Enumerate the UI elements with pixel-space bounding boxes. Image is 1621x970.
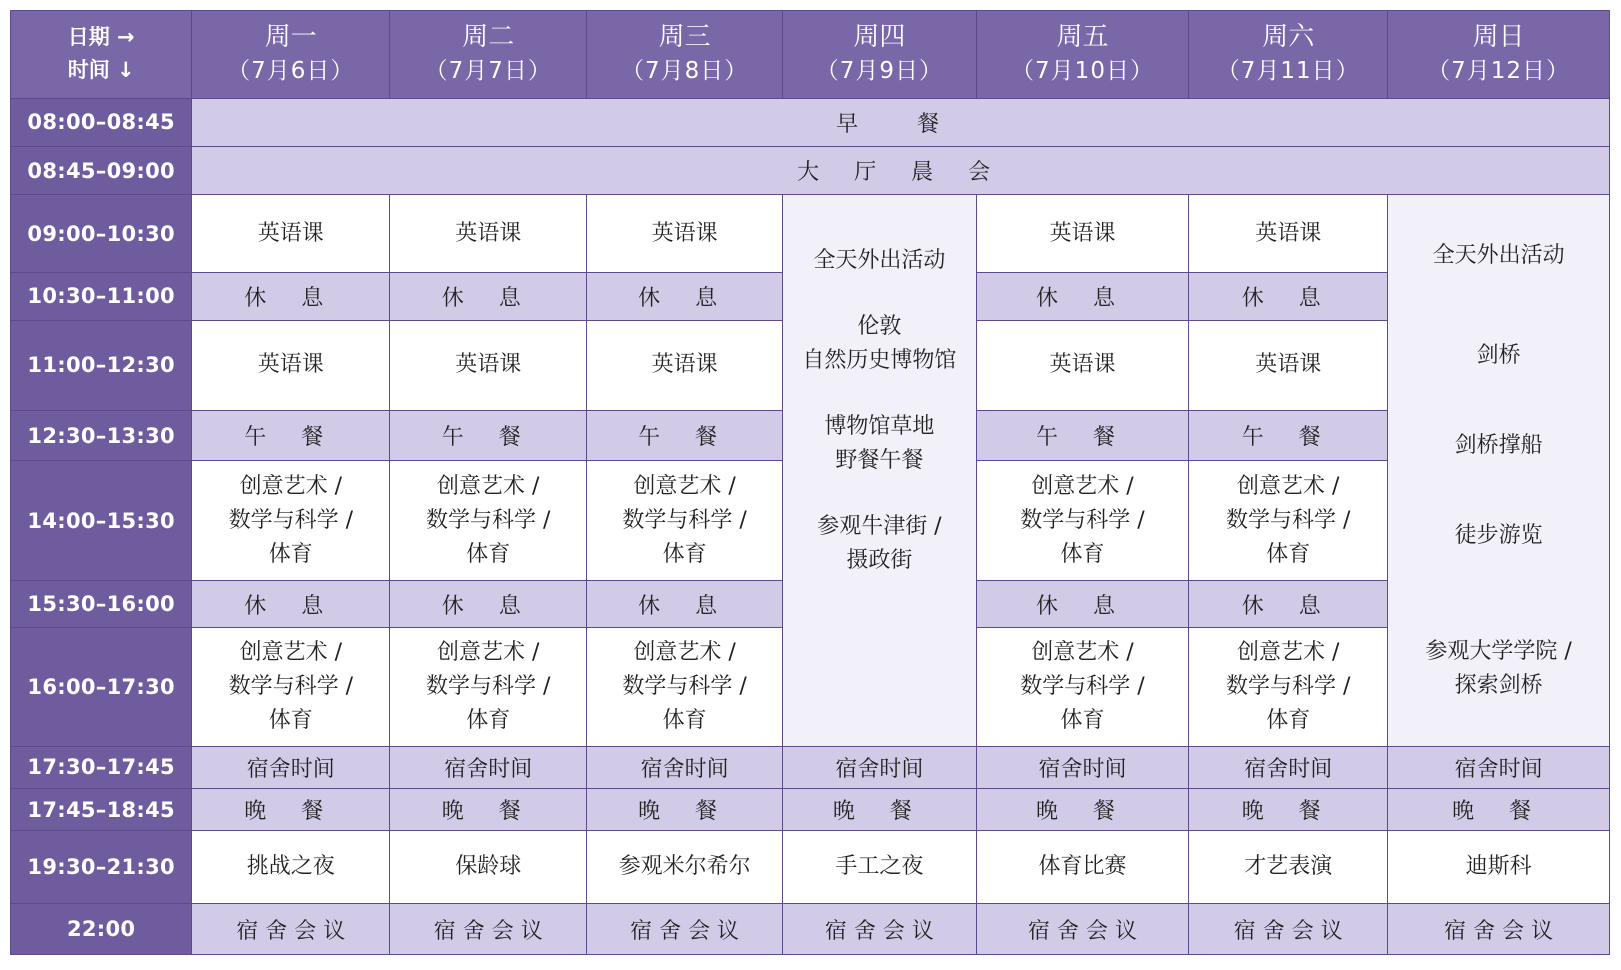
creative-line: 创意艺术 / xyxy=(1236,639,1340,665)
english-class-cell: 英语课 xyxy=(390,195,587,272)
dorm-time-cell: 宿舍时间 xyxy=(390,746,587,788)
dorm-time-cell: 宿舍时间 xyxy=(587,746,783,788)
math-science-line: 数学与科学 / xyxy=(1225,673,1351,699)
break-cell: 休 息 xyxy=(587,272,783,320)
pe-line: 体育 xyxy=(466,707,511,733)
day-name: 周日 xyxy=(1472,22,1525,53)
creative-class-cell xyxy=(976,628,1188,747)
header-row xyxy=(11,11,1610,99)
table-row xyxy=(11,147,1610,195)
dorm-time-cell: 宿舍时间 xyxy=(1388,746,1610,788)
math-science-line: 数学与科学 / xyxy=(1020,673,1145,699)
creative-line: 创意艺术 / xyxy=(437,639,540,665)
creative-class-cell xyxy=(192,461,390,581)
lunch-cell: 午 餐 xyxy=(192,410,390,460)
creative-line: 创意艺术 / xyxy=(1031,639,1134,665)
pe-line: 体育 xyxy=(662,541,707,567)
creative-class-cell xyxy=(1189,628,1388,747)
time-slot: 15:30–16:00 xyxy=(11,580,192,627)
day-date: （7月11日） xyxy=(1216,58,1360,85)
evening-activity-cell: 才艺表演 xyxy=(1189,831,1388,904)
math-science-line: 数学与科学 / xyxy=(426,673,551,699)
day-name: 周三 xyxy=(658,22,711,53)
day-date: （7月8日） xyxy=(620,58,749,85)
day-header-sun xyxy=(1388,11,1610,99)
english-class-cell: 英语课 xyxy=(192,195,390,272)
math-science-line: 数学与科学 / xyxy=(1225,507,1351,533)
creative-line: 创意艺术 / xyxy=(1236,473,1340,499)
day-header-sat xyxy=(1189,11,1388,99)
dinner-cell: 晚 餐 xyxy=(1189,788,1388,830)
weekly-schedule-table xyxy=(10,10,1610,955)
creative-line: 创意艺术 / xyxy=(239,473,342,499)
dorm-meeting-cell: 宿 舍 会 议 xyxy=(1388,904,1610,955)
creative-class-cell xyxy=(587,461,783,581)
table-row xyxy=(11,788,1610,830)
evening-activity-cell: 参观米尔希尔 xyxy=(587,831,783,904)
english-class-cell: 英语课 xyxy=(976,195,1188,272)
pe-line: 体育 xyxy=(662,707,707,733)
dinner-cell: 晚 餐 xyxy=(1388,788,1610,830)
day-name: 周五 xyxy=(1056,22,1109,53)
outing-museum-line1: 伦敦 xyxy=(857,313,902,339)
time-slot: 17:45–18:45 xyxy=(11,788,192,830)
pe-line: 体育 xyxy=(268,707,313,733)
math-science-line: 数学与科学 / xyxy=(426,507,551,533)
table-row xyxy=(11,98,1610,146)
time-slot: 22:00 xyxy=(11,904,192,955)
pe-line: 体育 xyxy=(268,541,313,567)
outing-college-line1: 参观大学学院 / xyxy=(1425,638,1572,664)
dorm-time-cell: 宿舍时间 xyxy=(976,746,1188,788)
pe-line: 体育 xyxy=(466,541,511,567)
english-class-cell: 英语课 xyxy=(1189,321,1388,411)
dorm-meeting-cell: 宿 舍 会 议 xyxy=(192,904,390,955)
math-science-line: 数学与科学 / xyxy=(228,507,353,533)
date-label: 日期 → xyxy=(68,25,135,49)
break-cell: 休 息 xyxy=(192,580,390,627)
math-science-line: 数学与科学 / xyxy=(622,507,747,533)
day-date: （7月10日） xyxy=(1011,58,1154,85)
lunch-cell: 午 餐 xyxy=(1189,410,1388,460)
day-name: 周二 xyxy=(462,22,515,53)
dorm-meeting-cell: 宿 舍 会 议 xyxy=(783,904,977,955)
lunch-cell: 午 餐 xyxy=(587,410,783,460)
math-science-line: 数学与科学 / xyxy=(1020,507,1145,533)
breakfast-cell: 早 餐 xyxy=(192,98,1610,146)
outing-picnic-line2: 野餐午餐 xyxy=(835,447,924,473)
creative-line: 创意艺术 / xyxy=(1031,473,1134,499)
day-header-tue xyxy=(390,11,587,99)
dinner-cell: 晚 餐 xyxy=(587,788,783,830)
dinner-cell: 晚 餐 xyxy=(192,788,390,830)
outing-punting: 剑桥撑船 xyxy=(1454,432,1543,458)
dorm-time-cell: 宿舍时间 xyxy=(783,746,977,788)
math-science-line: 数学与科学 / xyxy=(228,673,353,699)
dorm-meeting-cell: 宿 舍 会 议 xyxy=(1189,904,1388,955)
dorm-time-cell: 宿舍时间 xyxy=(1189,746,1388,788)
break-cell: 休 息 xyxy=(1189,272,1388,320)
table-row xyxy=(11,904,1610,955)
dorm-time-cell: 宿舍时间 xyxy=(192,746,390,788)
time-slot: 14:00–15:30 xyxy=(11,461,192,581)
pe-line: 体育 xyxy=(1266,707,1311,733)
creative-line: 创意艺术 / xyxy=(239,639,342,665)
dinner-cell: 晚 餐 xyxy=(783,788,977,830)
outing-cambridge: 剑桥 xyxy=(1476,342,1521,368)
dinner-cell: 晚 餐 xyxy=(390,788,587,830)
day-date: （7月6日） xyxy=(227,58,355,85)
outing-museum-line2: 自然历史博物馆 xyxy=(802,347,957,373)
day-header-mon xyxy=(192,11,390,99)
creative-class-cell xyxy=(1189,461,1388,581)
day-header-thu xyxy=(783,11,977,99)
day-date: （7月9日） xyxy=(815,58,944,85)
creative-class-cell xyxy=(192,628,390,747)
break-cell: 休 息 xyxy=(587,580,783,627)
time-slot: 09:00–10:30 xyxy=(11,195,192,272)
assembly-cell: 大 厅 晨 会 xyxy=(192,147,1610,195)
time-slot: 12:30–13:30 xyxy=(11,410,192,460)
outing-title: 全天外出活动 xyxy=(813,247,946,273)
english-class-cell: 英语课 xyxy=(587,195,783,272)
creative-line: 创意艺术 / xyxy=(633,639,736,665)
lunch-cell: 午 餐 xyxy=(390,410,587,460)
outing-visit-line2: 摄政街 xyxy=(846,547,913,573)
day-name: 周六 xyxy=(1262,22,1315,53)
time-label: 时间 ↓ xyxy=(68,58,135,82)
creative-line: 创意艺术 / xyxy=(437,473,540,499)
creative-class-cell xyxy=(390,461,587,581)
pe-line: 体育 xyxy=(1266,541,1311,567)
break-cell: 休 息 xyxy=(390,272,587,320)
english-class-cell: 英语课 xyxy=(587,321,783,411)
day-header-wed xyxy=(587,11,783,99)
corner-header xyxy=(11,11,192,99)
outing-picnic-line1: 博物馆草地 xyxy=(824,413,935,439)
table-row xyxy=(11,746,1610,788)
day-name: 周一 xyxy=(264,22,317,53)
break-cell: 休 息 xyxy=(1189,580,1388,627)
creative-class-cell xyxy=(390,628,587,747)
time-slot: 10:30–11:00 xyxy=(11,272,192,320)
dorm-meeting-cell: 宿 舍 会 议 xyxy=(976,904,1188,955)
outing-visit-line1: 参观牛津街 / xyxy=(817,513,942,539)
time-slot: 11:00–12:30 xyxy=(11,321,192,411)
creative-class-cell xyxy=(587,628,783,747)
evening-activity-cell: 挑战之夜 xyxy=(192,831,390,904)
dorm-meeting-cell: 宿 舍 会 议 xyxy=(390,904,587,955)
table-row xyxy=(11,831,1610,904)
time-slot: 08:45–09:00 xyxy=(11,147,192,195)
thursday-outing-cell xyxy=(783,195,977,746)
time-slot: 08:00–08:45 xyxy=(11,98,192,146)
time-slot: 17:30–17:45 xyxy=(11,746,192,788)
outing-title: 全天外出活动 xyxy=(1432,242,1565,268)
break-cell: 休 息 xyxy=(192,272,390,320)
dorm-meeting-cell: 宿 舍 会 议 xyxy=(587,904,783,955)
evening-activity-cell: 手工之夜 xyxy=(783,831,977,904)
english-class-cell: 英语课 xyxy=(192,321,390,411)
day-date: （7月12日） xyxy=(1427,58,1571,85)
outing-walking: 徒步游览 xyxy=(1454,522,1543,548)
creative-line: 创意艺术 / xyxy=(633,473,736,499)
day-header-fri xyxy=(976,11,1188,99)
lunch-cell: 午 餐 xyxy=(976,410,1188,460)
english-class-cell: 英语课 xyxy=(390,321,587,411)
break-cell: 休 息 xyxy=(976,580,1188,627)
pe-line: 体育 xyxy=(1060,707,1105,733)
english-class-cell: 英语课 xyxy=(976,321,1188,411)
evening-activity-cell: 保龄球 xyxy=(390,831,587,904)
outing-college-line2: 探索剑桥 xyxy=(1454,672,1543,698)
dinner-cell: 晚 餐 xyxy=(976,788,1188,830)
english-class-cell: 英语课 xyxy=(1189,195,1388,272)
time-slot: 19:30–21:30 xyxy=(11,831,192,904)
sunday-outing-cell xyxy=(1388,195,1610,746)
math-science-line: 数学与科学 / xyxy=(622,673,747,699)
break-cell: 休 息 xyxy=(976,272,1188,320)
time-slot: 16:00–17:30 xyxy=(11,628,192,747)
creative-class-cell xyxy=(976,461,1188,581)
evening-activity-cell: 迪斯科 xyxy=(1388,831,1610,904)
break-cell: 休 息 xyxy=(390,580,587,627)
evening-activity-cell: 体育比赛 xyxy=(976,831,1188,904)
day-name: 周四 xyxy=(853,22,906,53)
day-date: （7月7日） xyxy=(424,58,552,85)
pe-line: 体育 xyxy=(1060,541,1105,567)
table-row xyxy=(11,195,1610,272)
